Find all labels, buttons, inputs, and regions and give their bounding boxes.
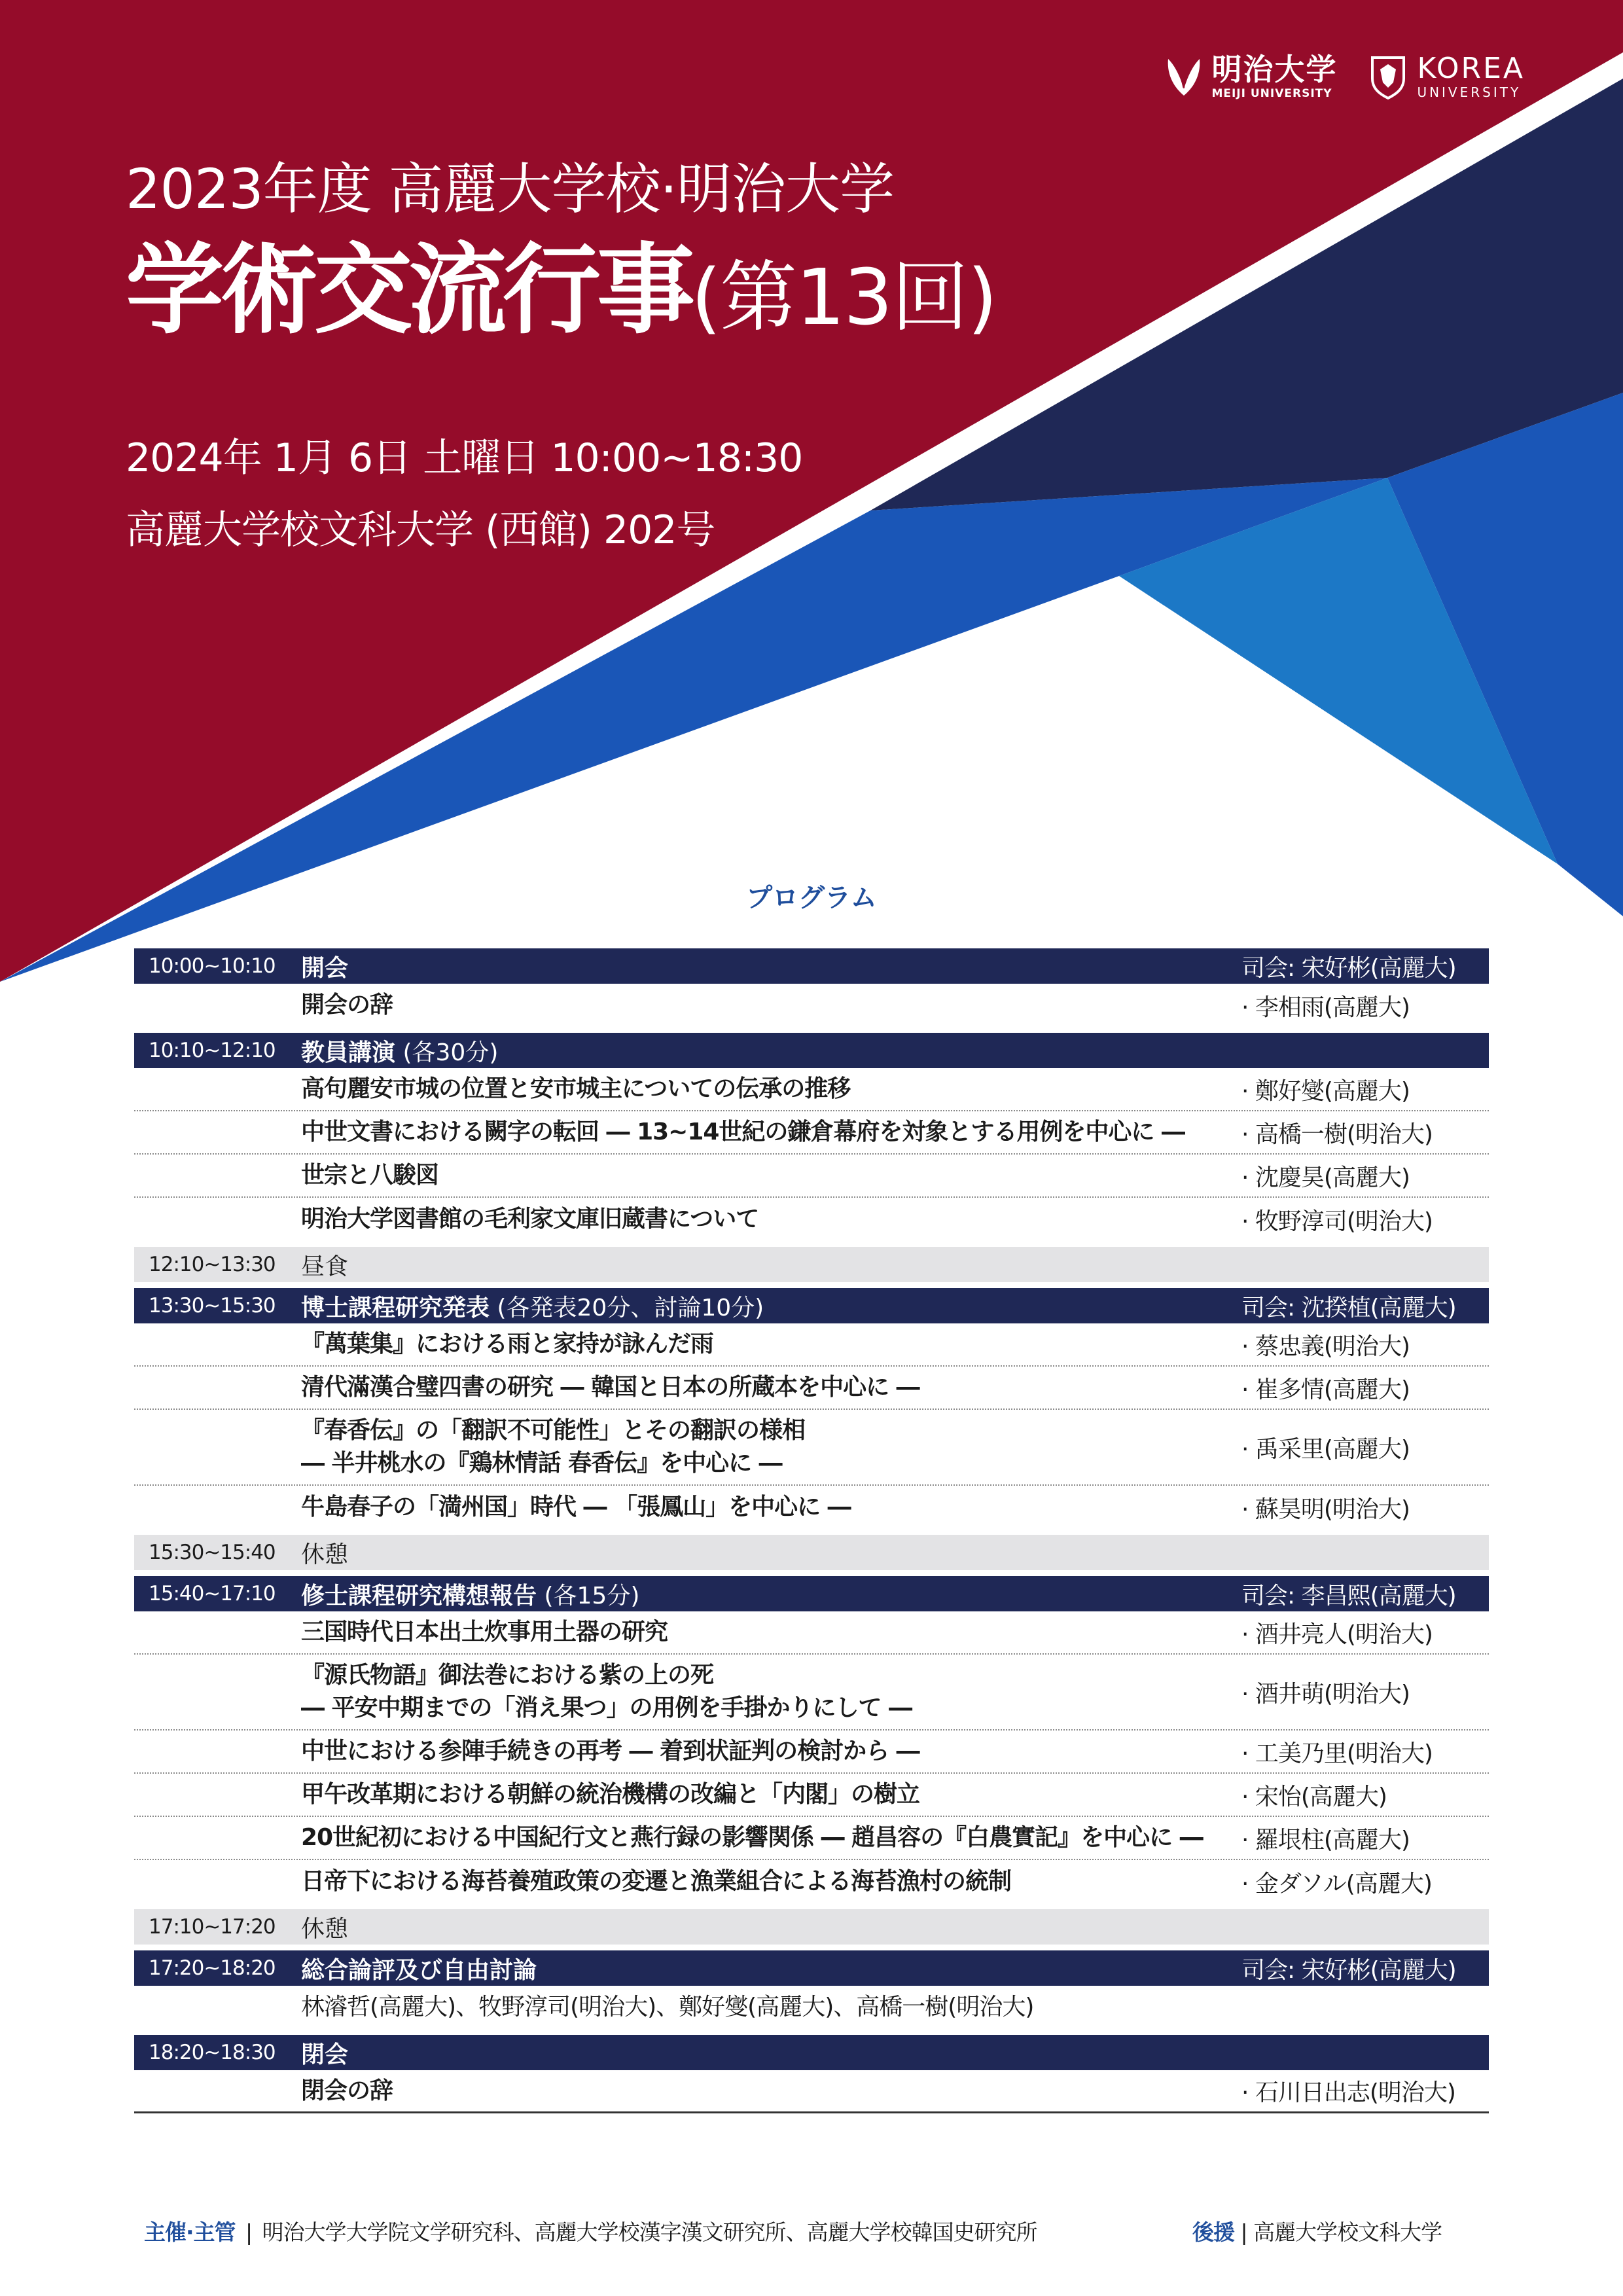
program-item-speaker: · 高橋一樹(明治大) [1241, 1121, 1433, 1148]
session-time: 13:30~15:30 [149, 1294, 276, 1318]
program-item-speaker: · 禹采里(高麗大) [1241, 1435, 1410, 1463]
program-item-speaker: · 鄭好燮(高麗大) [1241, 1077, 1410, 1105]
program-item [134, 1155, 1489, 1198]
program-item [134, 1323, 1489, 1367]
session-title-text: 閉会 [301, 2041, 349, 2068]
session-title-text: 総合論評及び自由討論 [301, 1956, 537, 1984]
program-item [134, 1611, 1489, 1655]
program-item-title-line: 開会の辞 [301, 992, 393, 1019]
sponsor-separator: | [1240, 2219, 1247, 2245]
session-note: (各15分) [537, 1582, 640, 1609]
program-item-title [301, 1991, 1241, 2024]
program-item-speaker: · 李相雨(高麗大) [1241, 994, 1410, 1021]
session-title-text: 休憩 [301, 1541, 349, 1568]
session-title-text: 教員講演 [301, 1039, 396, 1066]
program-item-title [301, 1865, 1241, 1898]
session-time: 17:20~18:20 [149, 1956, 276, 1980]
organizer-list: 明治大学大学院文学研究科、高麗大学校漢字漢文研究所、高麗大学校韓国史研究所 [262, 2219, 1037, 2245]
program-item [134, 1111, 1489, 1155]
meiji-leaf-icon [1166, 56, 1202, 97]
korea-logo-sub: UNIVERSITY [1417, 84, 1522, 100]
session-title [301, 1910, 1241, 1944]
program-item [134, 1655, 1489, 1731]
meiji-logo [1166, 51, 1338, 100]
session-header-row [134, 1288, 1489, 1323]
session-time: 12:10~13:30 [149, 1253, 276, 1276]
program-item [134, 1817, 1489, 1860]
program-item [134, 1860, 1489, 1903]
program-item-title [301, 1328, 1241, 1361]
program-item-title-line: 林濬哲(高麗大)、牧野淳司(明治大)、鄭好燮(高麗大)、高橋一樹(明治大) [301, 1994, 1034, 2021]
korea-logo [1368, 54, 1525, 99]
program-item [134, 1774, 1489, 1817]
program-item-title-line: 閉会の辞 [301, 2077, 393, 2104]
program-item-speaker: · 蘇昊明(明治大) [1241, 1496, 1410, 1523]
program-item-title [301, 1371, 1241, 1404]
program-item-subtitle-line: ― 半井桃水の『鶏林情話 春香伝』を中心に ― [301, 1450, 782, 1477]
program-item-title-line: 世宗と八駿図 [301, 1162, 439, 1189]
korea-crest-icon [1368, 54, 1408, 99]
program-item-speaker: · 崔多情(高麗大) [1241, 1376, 1410, 1403]
session-header-row [134, 1033, 1489, 1068]
session-note: (各発表20分、討論10分) [490, 1294, 764, 1321]
session-moderator: 司会: 宋好彬(高麗大) [1241, 1956, 1456, 1984]
program-schedule [134, 948, 1489, 2113]
program-item [134, 1198, 1489, 1241]
program-item-speaker: · 宋怡(高麗大) [1241, 1783, 1387, 1810]
program-item-title-line: 明治大学図書館の毛利家文庫旧蔵書について [301, 1206, 759, 1233]
program-item-title [301, 1616, 1241, 1649]
sponsor-label: 後援 [1192, 2219, 1234, 2245]
session-title [301, 1577, 1241, 1611]
program-item-title [301, 1414, 1241, 1479]
program-item-title [301, 989, 1241, 1022]
program-item [134, 984, 1489, 1027]
program-heading: プログラム [746, 883, 877, 913]
program-item [134, 1986, 1489, 2029]
session-moderator: 司会: 李昌熙(高麗大) [1241, 1582, 1456, 1609]
session-title [301, 1536, 1241, 1570]
program-item-title [301, 1203, 1241, 1236]
program-item-title [301, 1778, 1241, 1811]
program-item-title [301, 1073, 1241, 1105]
korea-logo-name: KOREA [1417, 52, 1525, 85]
event-venue: 高麗大学校文科大学 (西館) 202号 [126, 507, 715, 553]
session-title-text: 休憩 [301, 1915, 349, 1943]
program-item-speaker: · 酒井亮人(明治大) [1241, 1621, 1433, 1648]
program-item-title-line: 中世文書における闕字の転回 ― 13~14世紀の鎌倉幕府を対象とする用例を中心に ― [301, 1119, 1185, 1146]
program-item [134, 1367, 1489, 1410]
meiji-logo-jp: 明治大学 [1211, 51, 1338, 87]
session-header-row [134, 1535, 1489, 1570]
program-item-title [301, 2075, 1241, 2108]
program-item-speaker: · 羅垠柱(高麗大) [1241, 1826, 1410, 1854]
program-item-title-line: 高句麗安市城の位置と安市城主についての伝承の推移 [301, 1075, 851, 1103]
program-item-title-line: 『春香伝』の「翻訳不可能性」とその翻訳の様相 [301, 1417, 806, 1444]
event-edition: (第13回) [691, 252, 997, 342]
program-item [134, 1731, 1489, 1774]
session-time: 15:30~15:40 [149, 1541, 276, 1564]
session-header-row [134, 2035, 1489, 2070]
program-item-title [301, 1491, 1241, 1524]
event-date: 2024年 1月 6日 土曜日 10:00~18:30 [126, 435, 803, 481]
session-time: 17:10~17:20 [149, 1915, 276, 1939]
program-item-title-line: 牛島春子の「満州国」時代 ― 「張鳳山」を中心に ― [301, 1494, 851, 1521]
program-item-title [301, 1159, 1241, 1192]
session-header-row [134, 948, 1489, 984]
university-logos [1166, 51, 1525, 100]
program-item-title-line: 三国時代日本出土炊事用土器の研究 [301, 1619, 668, 1646]
organizer-label: 主催·主管 [144, 2219, 236, 2245]
program-item-speaker: · 金ダソル(高麗大) [1241, 1870, 1432, 1897]
session-title-text: 開会 [301, 954, 349, 982]
session-time: 18:20~18:30 [149, 2041, 276, 2064]
program-item-speaker: · 沈慶昊(高麗大) [1241, 1164, 1410, 1191]
session-title-text: 昼食 [301, 1253, 349, 1280]
session-time: 15:40~17:10 [149, 1582, 276, 1605]
program-item-title-line: 中世における参陣手続きの再考 ― 着到状証判の検討から ― [301, 1738, 919, 1765]
program-item-title [301, 1821, 1241, 1854]
session-title [301, 2036, 1241, 2070]
session-title [301, 950, 1241, 983]
meiji-logo-en: MEIJI UNIVERSITY [1211, 86, 1332, 100]
session-time: 10:00~10:10 [149, 954, 276, 978]
session-note: (各30分) [395, 1039, 499, 1066]
program-item-title [301, 1659, 1241, 1724]
session-title [301, 1289, 1241, 1323]
program-item-title-line: 『萬葉集』における雨と家持が詠んだ雨 [301, 1331, 714, 1358]
footer-sponsor [1192, 2215, 1442, 2246]
program-item-title-line: 甲午改革期における朝鮮の統治機構の改編と「内閣」の樹立 [301, 1781, 920, 1808]
program-item [134, 1068, 1489, 1111]
session-title-text: 修士課程研究構想報告 [301, 1582, 537, 1609]
session-title [301, 1248, 1241, 1282]
program-item-speaker: · 蔡忠義(明治大) [1241, 1333, 1410, 1360]
session-header-row [134, 1950, 1489, 1986]
program-item-title [301, 1735, 1241, 1768]
organizer-separator: | [245, 2219, 253, 2245]
program-item [134, 2070, 1489, 2113]
program-item-title [301, 1116, 1241, 1149]
session-title [301, 1034, 1241, 1067]
program-item-title-line: 清代滿漢合璧四書の研究 ― 韓国と日本の所蔵本を中心に ― [301, 1374, 919, 1401]
session-header-row [134, 1247, 1489, 1282]
session-time: 10:10~12:10 [149, 1039, 276, 1062]
session-moderator: 司会: 沈揆植(高麗大) [1241, 1294, 1456, 1321]
program-item-title-line: 『源氏物語』御法巻における紫の上の死 [301, 1662, 714, 1689]
sponsor-name: 高麗大学校文科大学 [1253, 2219, 1442, 2245]
program-item-title-line: 20世紀初における中国紀行文と燕行録の影響関係 ― 趙昌容の『白農實記』を中心に ― [301, 1824, 1203, 1852]
program-item [134, 1486, 1489, 1529]
program-item-speaker: · 牧野淳司(明治大) [1241, 1208, 1433, 1235]
program-item-speaker: · 酒井萌(明治大) [1241, 1680, 1410, 1708]
session-header-row [134, 1909, 1489, 1945]
program-item [134, 1410, 1489, 1486]
footer-organizers [144, 2215, 1037, 2246]
program-item-speaker: · 石川日出志(明治大) [1241, 2079, 1455, 2106]
session-title-text: 博士課程研究発表 [301, 1294, 490, 1321]
event-main-title [126, 234, 997, 348]
session-title [301, 1952, 1241, 1985]
event-year-title: 2023年度 高麗大学校·明治大学 [126, 157, 895, 221]
session-header-row [134, 1576, 1489, 1611]
event-main-title-text: 学術交流行事 [126, 234, 692, 348]
program-item-title-line: 日帝下における海苔養殖政策の変遷と漁業組合による海苔漁村の統制 [301, 1868, 1012, 1895]
program-item-speaker: · 工美乃里(明治大) [1241, 1740, 1433, 1767]
program-item-subtitle-line: ― 平安中期までの「消え果つ」の用例を手掛かりにして ― [301, 1695, 912, 1721]
session-moderator: 司会: 宋好彬(高麗大) [1241, 954, 1456, 982]
